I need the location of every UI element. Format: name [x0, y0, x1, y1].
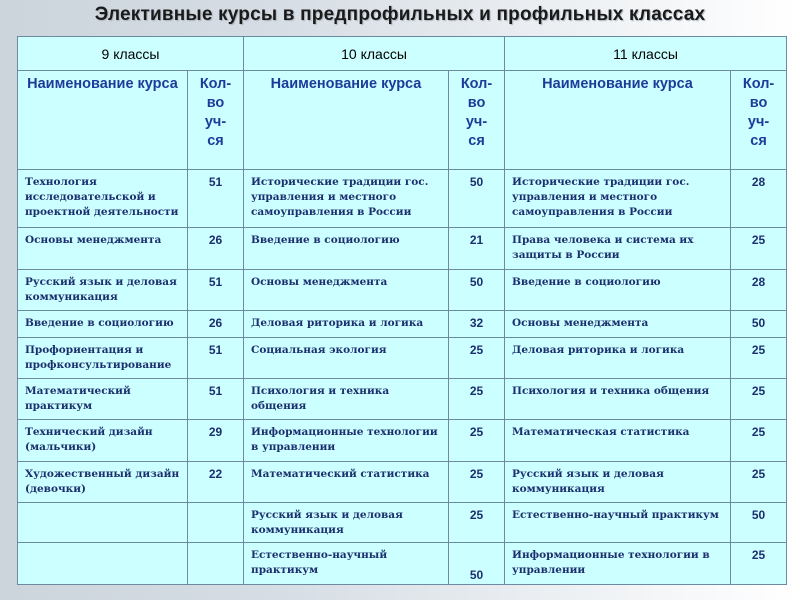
count-header-line: Кол-: [742, 76, 775, 92]
count-header-line: ся: [750, 133, 767, 149]
count-cell: 26: [188, 228, 244, 270]
column-header-row: [18, 71, 787, 170]
count-cell: 25: [731, 379, 787, 420]
count-cell: 25: [731, 462, 787, 503]
count-cell: 29: [188, 420, 244, 462]
count-cell: 50: [731, 503, 787, 543]
count-header-line: уч-: [465, 114, 488, 130]
course-cell: Русский язык и деловая коммуникация: [244, 503, 449, 543]
course-cell: Художественный дизайн (девочки): [18, 462, 188, 503]
count-cell: 28: [731, 270, 787, 311]
course-cell: Психология и техника общения: [244, 379, 449, 420]
course-cell: Математический статистика: [244, 462, 449, 503]
course-cell: Информационные технологии в управлении: [244, 420, 449, 462]
count-cell: 22: [188, 462, 244, 503]
count-header-line: ся: [207, 133, 224, 149]
course-cell: [18, 543, 188, 585]
course-name-header-9: Наименование курса: [18, 71, 188, 170]
count-header-line: Кол-: [460, 76, 493, 92]
count-header-line: во: [206, 95, 225, 111]
table-row: [18, 170, 787, 228]
count-cell: 51: [188, 379, 244, 420]
course-cell: Математическая статистика: [505, 420, 731, 462]
count-header-line: Кол-: [199, 76, 232, 92]
table-row: [18, 379, 787, 420]
count-cell: 50: [449, 270, 505, 311]
count-cell: 25: [449, 420, 505, 462]
course-name-header-11: Наименование курса: [505, 71, 731, 170]
grade-header-row: [18, 37, 787, 71]
count-cell: 26: [188, 311, 244, 338]
count-header-line: уч-: [204, 114, 227, 130]
course-cell: Технический дизайн (мальчики): [18, 420, 188, 462]
course-cell: Деловая риторика и логика: [505, 338, 731, 379]
course-cell: Русский язык и деловая коммуникация: [18, 270, 188, 311]
course-cell: Деловая риторика и логика: [244, 311, 449, 338]
course-cell: Исторические традиции гос. управления и местного самоуправления в России: [244, 170, 449, 228]
grade-11-header: 11 классы: [505, 37, 787, 71]
table-row: [18, 270, 787, 311]
count-cell: 25: [731, 338, 787, 379]
course-name-header-10: Наименование курса: [244, 71, 449, 170]
count-cell: 25: [731, 228, 787, 270]
course-cell: Математический практикум: [18, 379, 188, 420]
count-cell: 50: [449, 170, 505, 228]
electives-table: [17, 36, 787, 585]
count-header-line: уч-: [747, 114, 770, 130]
course-cell: Основы менеджмента: [244, 270, 449, 311]
count-cell: [188, 543, 244, 585]
count-cell: 25: [449, 503, 505, 543]
count-header-line: ся: [468, 133, 485, 149]
course-cell: Естественно-научный практикум: [244, 543, 449, 585]
course-cell: Информационные технологии в управлении: [505, 543, 731, 585]
course-cell: Естественно-научный практикум: [505, 503, 731, 543]
course-cell: Основы менеджмента: [505, 311, 731, 338]
count-cell: 32: [449, 311, 505, 338]
count-cell: 28: [731, 170, 787, 228]
count-cell: 50: [449, 543, 505, 585]
course-cell: Исторические традиции гос. управления и местного самоуправления в России: [505, 170, 731, 228]
count-cell: [188, 503, 244, 543]
course-cell: Права человека и система их защиты в России: [505, 228, 731, 270]
count-cell: 25: [449, 379, 505, 420]
course-cell: Введение в социологию: [18, 311, 188, 338]
student-count-header-10: [449, 71, 505, 170]
course-cell: Психология и техника общения: [505, 379, 731, 420]
count-cell: 51: [188, 338, 244, 379]
count-header-line: во: [467, 95, 486, 111]
count-cell: 50: [731, 311, 787, 338]
course-cell: Русский язык и деловая коммуникация: [505, 462, 731, 503]
table-row: [18, 338, 787, 379]
count-cell: 25: [731, 420, 787, 462]
course-cell: [18, 503, 188, 543]
count-cell: 25: [731, 543, 787, 585]
count-cell: 25: [449, 462, 505, 503]
course-cell: Введение в социологию: [505, 270, 731, 311]
course-cell: Социальная экология: [244, 338, 449, 379]
table-row: [18, 503, 787, 543]
student-count-header-11: [731, 71, 787, 170]
page-title: Элективные курсы в предпрофильных и профильных классах: [94, 4, 706, 25]
count-header-line: во: [749, 95, 768, 111]
course-cell: Профориентация и профконсультирование: [18, 338, 188, 379]
course-cell: Основы менеджмента: [18, 228, 188, 270]
student-count-header-9: [188, 71, 244, 170]
count-cell: 21: [449, 228, 505, 270]
count-cell: 51: [188, 170, 244, 228]
table-row: [18, 543, 787, 585]
count-cell: 25: [449, 338, 505, 379]
grade-9-header: 9 классы: [18, 37, 244, 71]
grade-10-header: 10 классы: [244, 37, 505, 71]
course-cell: Введение в социологию: [244, 228, 449, 270]
table-row: [18, 420, 787, 462]
table-row: [18, 462, 787, 503]
count-cell: 51: [188, 270, 244, 311]
table-row: [18, 311, 787, 338]
course-cell: Технология исследовательской и проектной деятельности: [18, 170, 188, 228]
table-row: [18, 228, 787, 270]
